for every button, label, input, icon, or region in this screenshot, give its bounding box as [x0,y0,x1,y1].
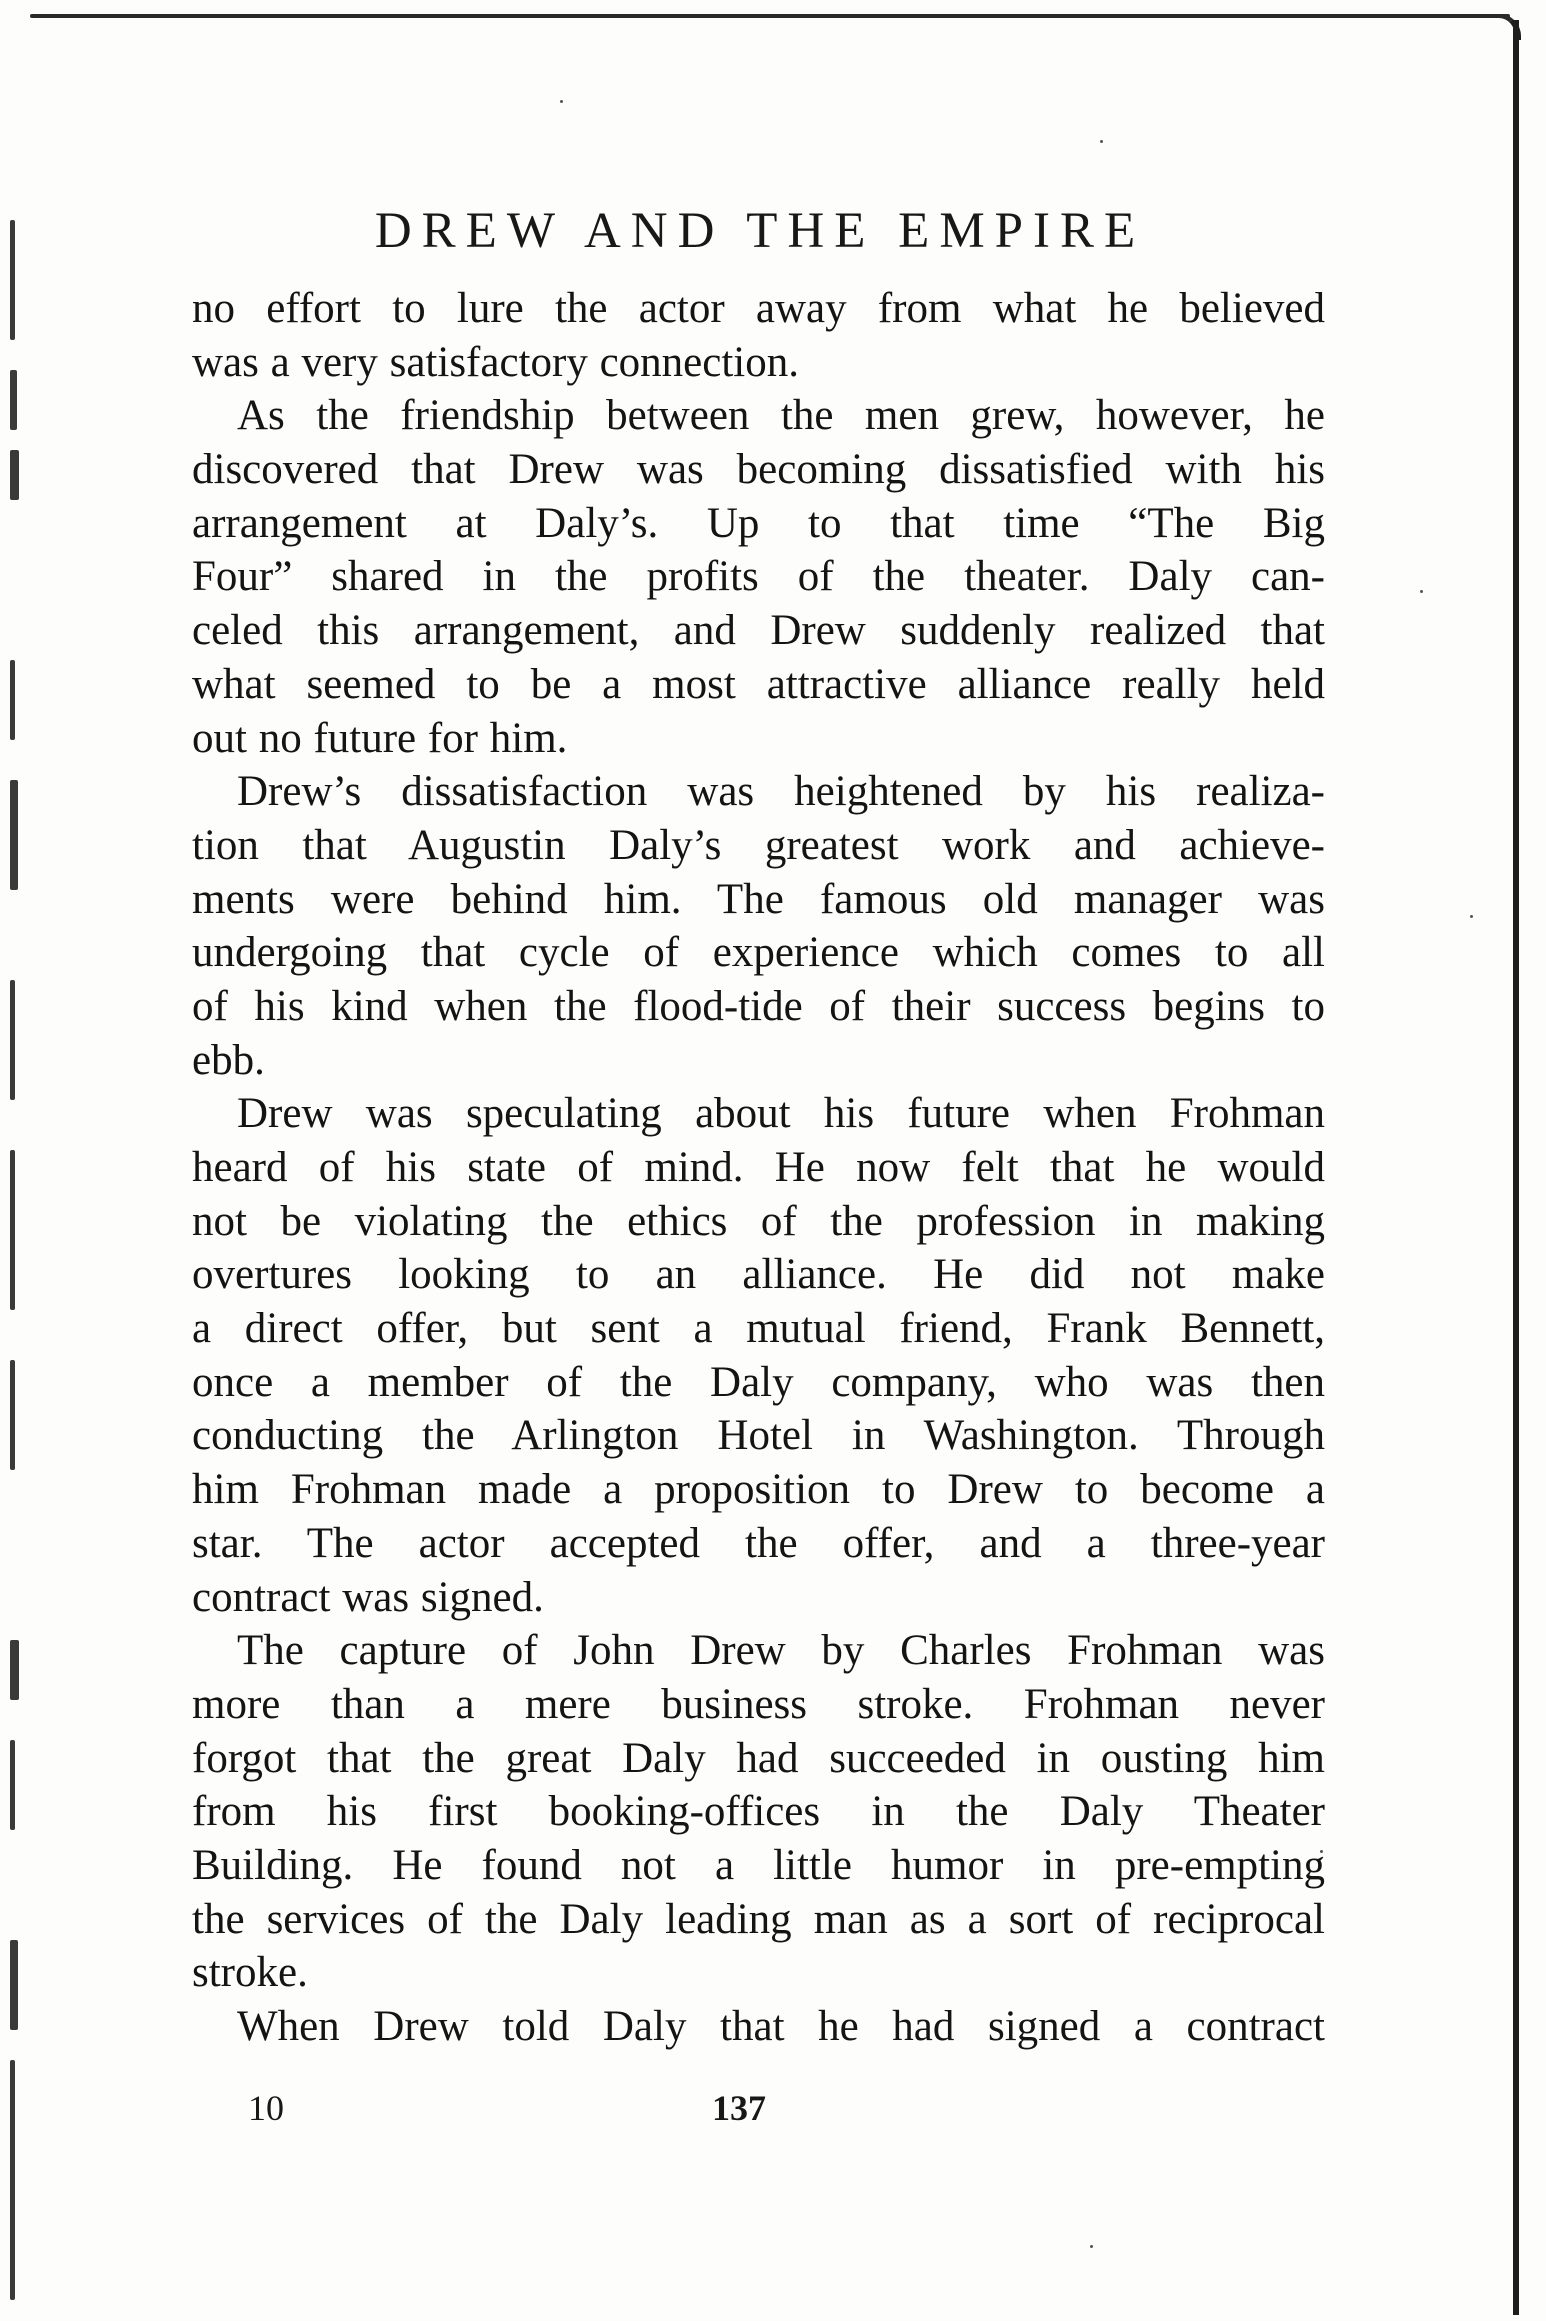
paragraph [192,389,1325,765]
text-line: no effort to lure the actor away from what he believed [192,285,1325,332]
text-line: conducting the Arlington Hotel in Washington. Through [192,1412,1325,1460]
text-line: forgot that the great Daly had succeeded in ousting him [192,1734,1325,1782]
text-line: overtures looking to an alliance. He did not make [192,1251,1325,1299]
text-line: heard of his state of mind. He now felt that he would [192,1144,1325,1191]
signature-mark: 10 [248,2088,284,2128]
text-line: star. The actor accepted the offer, and a three-year [192,1519,1325,1567]
paragraph [192,1624,1325,2000]
text-line: tion that Augustin Daly’s greatest work and achieve- [192,821,1325,869]
text-line: from his first booking-offices in the Daly Theater [192,1788,1325,1836]
paragraph [192,282,1325,389]
text-line: the services of the Daly leading man as a sort of reciprocal [192,1895,1325,1943]
text-line: him Frohman made a proposition to Drew to become a [192,1466,1325,1514]
scan-edge-right [1513,20,1519,2315]
scan-speck [1090,2245,1093,2248]
paragraph [192,2000,1325,2054]
text-line: ments were behind him. The famous old manager was [192,875,1325,923]
text-line: Drew was speculating about his future when Frohman [237,1090,1325,1138]
scan-speck [560,100,563,103]
text-line: once a member of the Daly company, who was then [192,1358,1325,1406]
text-line: Four” shared in the profits of the theater. Daly can- [192,553,1325,601]
text-line: stroke. [192,1949,308,1997]
text-line: The capture of John Drew by Charles Frohman was [237,1627,1325,1675]
text-line: was a very satisfactory connection. [192,338,799,386]
body-text [192,282,1325,2054]
text-line: As the friendship between the men grew, however, he [237,392,1325,440]
text-line: what seemed to be a most attractive alliance really held [192,660,1325,708]
text-line: of his kind when the flood-tide of their success begins to [192,982,1325,1030]
text-line: arrangement at Daly’s. Up to that time “The Big [192,499,1325,547]
text-line: undergoing that cycle of experience which comes to all [192,929,1325,977]
text-line: out no future for him. [192,714,568,762]
scan-speck [1100,140,1103,143]
page-number: 137 [712,2088,766,2128]
text-line: contract was signed. [192,1573,544,1621]
text-line: When Drew told Daly that he had signed a contract [237,2003,1325,2050]
scan-edge-top [30,14,1510,18]
text-line: not be violating the ethics of the profession in making [192,1197,1325,1245]
text-line: Drew’s dissatisfaction was heightened by his realiza- [237,768,1325,816]
scan-speck [1470,915,1473,918]
text-line: celed this arrangement, and Drew suddenly realized that [192,607,1325,655]
text-line: a direct offer, but sent a mutual friend, Frank Bennett, [192,1305,1325,1353]
text-line: ebb. [192,1036,265,1084]
text-line: discovered that Drew was becoming dissatisfied with his [192,446,1325,494]
scan-speck [1420,590,1423,593]
text-line: Building. He found not a little humor in pre-empting [192,1841,1325,1889]
text-line: more than a mere business stroke. Frohman never [192,1680,1325,1728]
paragraph [192,1087,1325,1624]
binding-shadow [10,220,20,2300]
running-head: DREW AND THE EMPIRE [374,203,1146,259]
paragraph [192,765,1325,1087]
